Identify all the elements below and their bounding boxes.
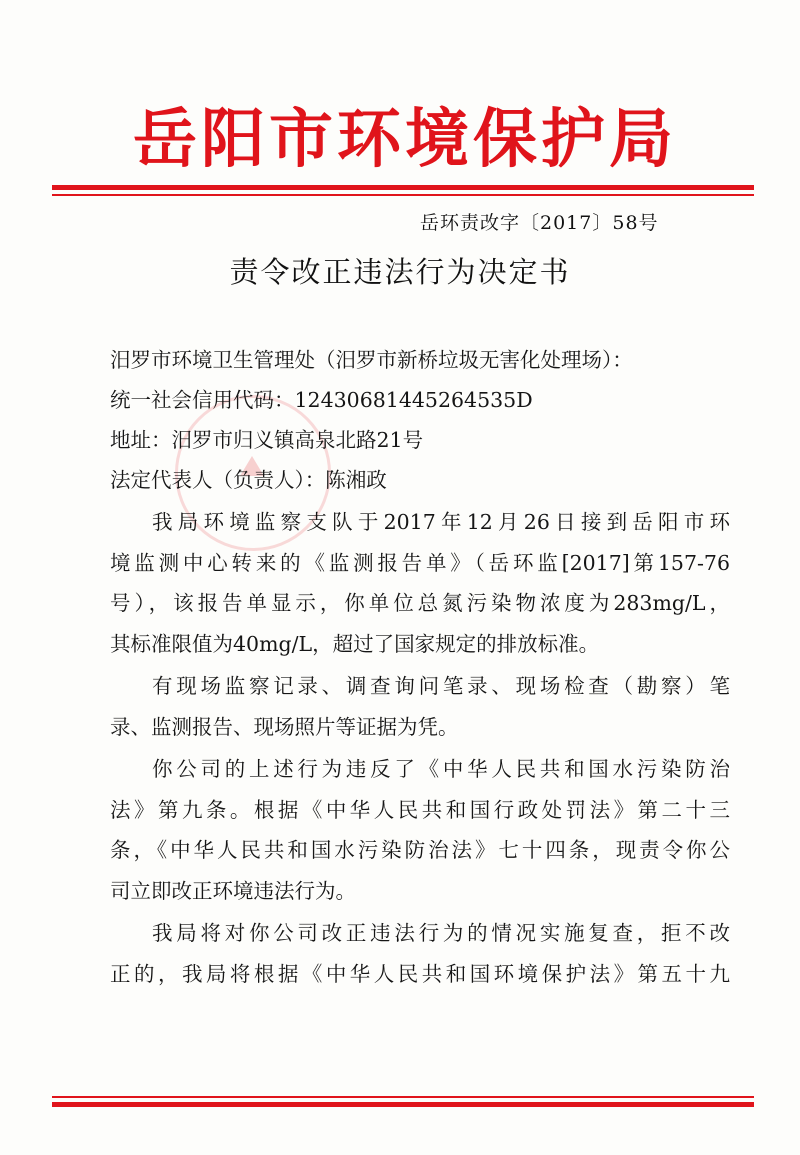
paragraph-evidence (110, 666, 730, 747)
footer-rule-thin (52, 1096, 754, 1098)
recipient-name: 汨罗市环境卫生管理处（汨罗市新桥垃圾无害化处理场）： (110, 348, 633, 372)
paragraph-review (110, 913, 730, 994)
paragraph-monitoring-report (110, 502, 730, 664)
paragraph-line: 境监测中心转来的《监测报告单》（岳环监[2017]第157-76 (110, 550, 730, 575)
recipient-credit-code: 统一社会信用代码：12430681445264535D (110, 388, 533, 412)
paragraph-line: 有现场监察记录、调查询问笔录、现场检查（勘察）笔 (152, 674, 730, 698)
paragraph-line: 号），该报告单显示，你单位总氮污染物浓度为283mg/L， (110, 591, 730, 615)
footer-rule-thick (52, 1102, 754, 1107)
recipient-legal-rep: 法定代表人（负责人）：陈湘政 (110, 468, 387, 492)
paragraph-line: 司立即改正环境违法行为。 (110, 878, 356, 903)
paragraph-line: 录、监测报告、现场照片等证据为凭。 (110, 714, 459, 739)
letterhead-title: 岳阳市环境保护局 (133, 102, 677, 177)
document-title: 责令改正违法行为决定书 (229, 255, 571, 289)
paragraph-line: 你公司的上述行为违反了《中华人民共和国水污染防治 (152, 757, 730, 781)
document-body (110, 340, 730, 994)
recipient-address: 地址：汨罗市归义镇高泉北路21号 (110, 428, 424, 452)
letterhead-rule-thick (52, 185, 754, 190)
letterhead-rule-thin (52, 194, 754, 196)
paragraph-line: 条，《中华人民共和国水污染防治法》七十四条，现责令你公 (110, 838, 730, 862)
paragraph-line: 我局将对你公司改正违法行为的情况实施复查，拒不改 (152, 921, 730, 945)
paragraph-violation (110, 749, 730, 911)
paragraph-line: 正的，我局将根据《中华人民共和国环境保护法》第五十九 (110, 961, 730, 986)
paragraph-line: 我局环境监察支队于2017年12月26日接到岳阳市环 (152, 510, 730, 534)
paragraph-line: 其标准限值为40mg/L，超过了国家规定的排放标准。 (110, 631, 600, 656)
paragraph-line: 法》第九条。根据《中华人民共和国行政处罚法》第二十三 (110, 797, 730, 822)
document-number: 岳环责改字〔2017〕58号 (420, 212, 659, 234)
